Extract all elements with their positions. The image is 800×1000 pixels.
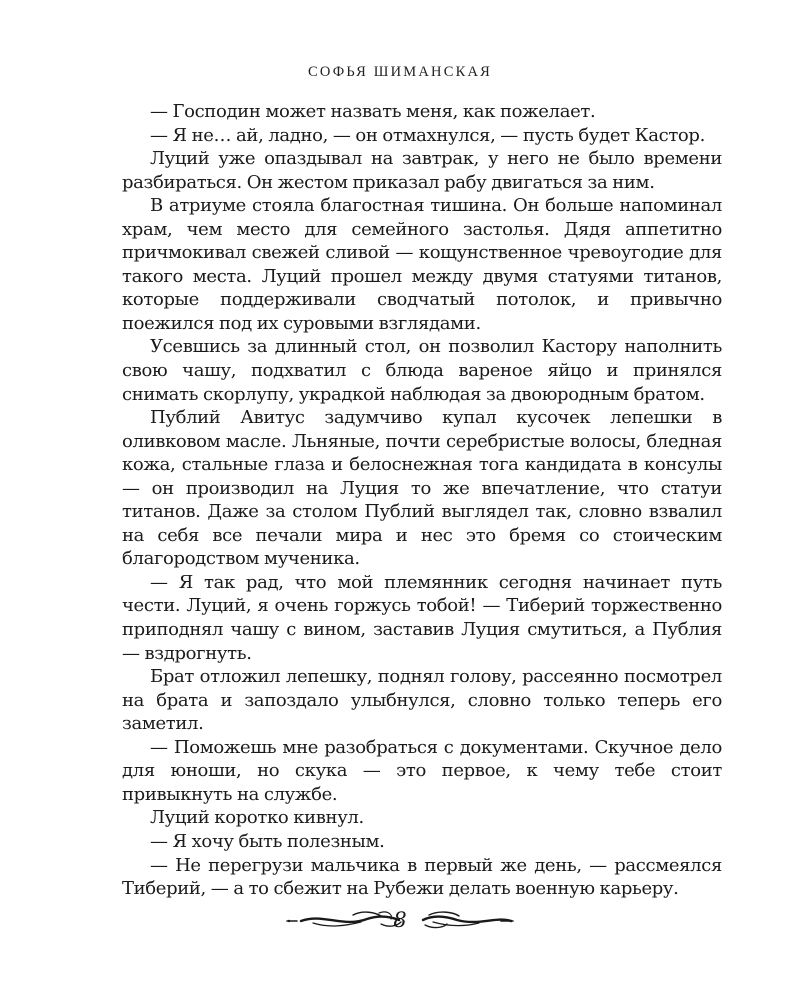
paragraph: Публий Авитус задумчиво купал кусочек лепешки в оливковом масле. Льняные, почти серебристые волосы, бледная кожа, стальные глаза и белоснежная тога кандидата в консулы — он производил на Луция то же впечатление, что статуи титанов. Даже за столом Публий выглядел так, словно взвалил на себя все печали мира и нес это бремя со стоическим благородством мученика. bbox=[122, 407, 722, 570]
paragraph: Луций коротко кивнул. bbox=[150, 807, 364, 829]
paragraph: В атриуме стояла благостная тишина. Он больше напоминал храм, чем место для семейного застолья. Дядя аппетитно причмокивал свежей сливой — кощунственное чревоугодие для такого места. Луций прошел между двумя статуями титанов, которые поддерживали сводчатый потолок, и привычно поежился под их суровыми взглядами. bbox=[122, 195, 722, 334]
paragraph: — Я не… ай, ладно, — он отмахнулся, — пусть будет Кастор. bbox=[150, 124, 705, 146]
running-head: СОФЬЯ ШИМАНСКАЯ bbox=[307, 64, 493, 80]
paragraph: — Поможешь мне разобраться с документами. Скучное дело для юноши, но скука — это первое, к чему тебе стоит привыкнуть на службе. bbox=[122, 736, 722, 805]
body-text bbox=[122, 100, 722, 901]
paragraph: Луций уже опаздывал на завтрак, у него не было времени разбираться. Он жестом приказал рабу двигаться за ним. bbox=[122, 148, 722, 193]
paragraph: — Господин может назвать меня, как пожелает. bbox=[150, 101, 596, 122]
paragraph: — Я хочу быть полезным. bbox=[150, 830, 385, 852]
paragraph: — Не перегрузи мальчика в первый же день, — рассмеялся Тиберий, — а то сбежит на Рубежи делать военную карьеру. bbox=[122, 854, 722, 900]
page-number: 8 bbox=[393, 908, 407, 932]
paragraph: Брат отложил лепешку, поднял голову, рассеянно посмотрел на брата и запоздало улыбнулся, словно только теперь его заметил. bbox=[122, 666, 722, 735]
paragraph: — Я так рад, что мой племянник сегодня начинает путь чести. Луций, я очень горжусь тобой! — Тиберий торжественно приподнял чашу с вином, заставив Луция смутиться, а Публия — вздрогнуть. bbox=[122, 571, 722, 664]
paragraph: Усевшись за длинный стол, он позволил Кастору наполнить свою чашу, подхватил с блюда вареное яйцо и принялся снимать скорлупу, украдкой наблюдая за двоюродным братом. bbox=[122, 336, 722, 405]
